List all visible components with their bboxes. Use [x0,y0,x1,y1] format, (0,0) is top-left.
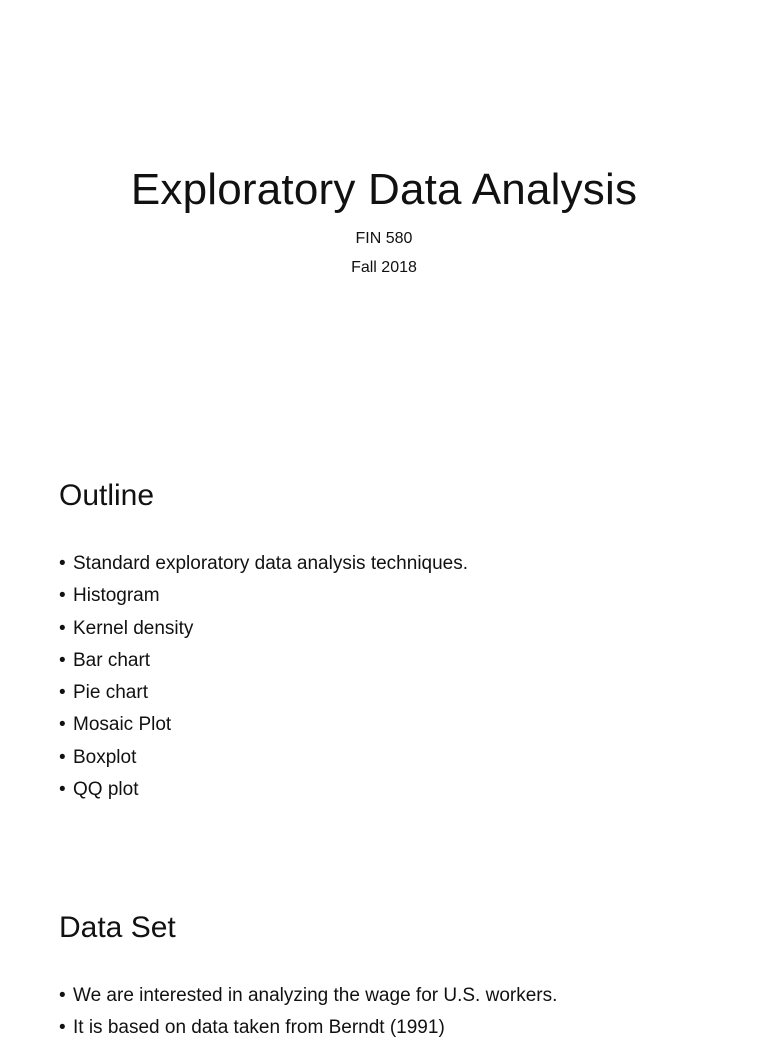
list-item [59,1012,557,1044]
outline-slide [0,432,768,864]
bullet-icon: • [59,649,66,671]
bullet-icon: • [59,585,66,607]
outline-list [59,548,468,806]
bullet-icon: • [59,714,66,736]
list-item-text: QQ plot [73,779,139,801]
bullet-icon: • [59,682,66,704]
list-item-text: Standard exploratory data analysis techniques. [73,553,469,574]
data-set-list [59,980,557,1045]
presentation-title: Exploratory Data Analysis [130,165,638,214]
list-item-text: It is based on data taken from Berndt (1991) [73,1017,445,1039]
bullet-icon: • [59,985,66,1006]
list-item [59,677,468,709]
bullet-icon: • [59,1017,66,1039]
list-item-text: Kernel density [73,617,194,639]
list-item-text: Boxplot [73,746,137,768]
list-item [59,548,468,580]
list-item-text: Histogram [73,585,160,607]
data-set-slide [0,864,768,1039]
list-item-text: We are interested in analyzing the wage for U.S. workers. [73,985,558,1006]
list-item-text: Mosaic Plot [73,714,172,736]
list-item [59,774,468,806]
list-item-text: Pie chart [73,682,148,704]
list-item [59,645,468,677]
list-item-text: Bar chart [73,649,151,671]
bullet-icon: • [59,553,66,574]
course-code: FIN 580 [355,230,413,247]
list-item [59,709,468,741]
data-set-title: Data Set [59,911,176,944]
list-item [59,980,557,1012]
term: Fall 2018 [351,259,417,276]
list-item [59,580,468,612]
outline-title: Outline [59,479,155,512]
title-slide [0,0,768,432]
list-item [59,742,468,774]
bullet-icon: • [59,779,66,801]
bullet-icon: • [59,746,66,768]
bullet-icon: • [59,617,66,639]
list-item [59,613,468,645]
